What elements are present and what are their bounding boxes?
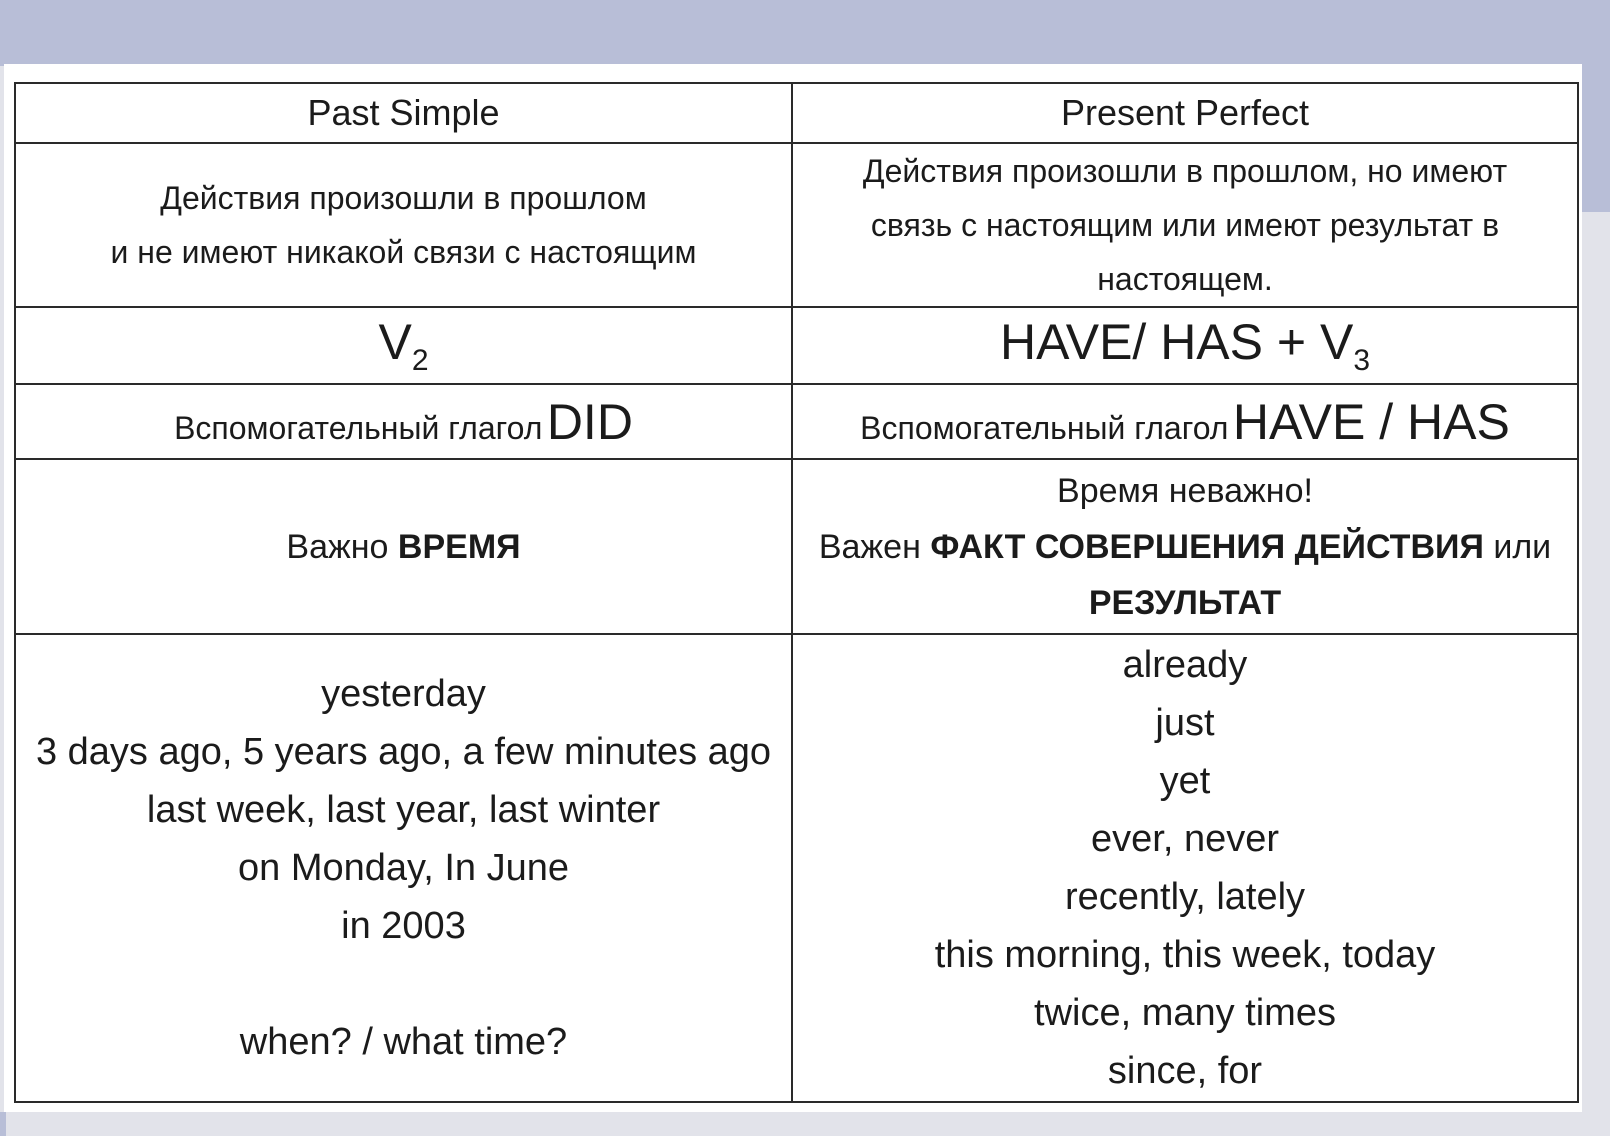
present-focus-cell: [792, 459, 1578, 634]
present-marker: twice, many times: [1034, 992, 1336, 1034]
slide-right-band: [1582, 66, 1610, 212]
auxiliary-row: [15, 384, 1578, 459]
past-marker: last week, last year, last winter: [146, 789, 661, 831]
present-definition-cell: [792, 143, 1578, 307]
focus-row: [15, 459, 1578, 634]
marker-spacer: [26, 955, 781, 1013]
tense-comparison-table: [14, 82, 1579, 1103]
present-focus-line: [803, 519, 1567, 575]
present-definition-line: Действия произошли в прошлом, но имеют: [862, 153, 1508, 189]
present-marker: this morning, this week, today: [934, 934, 1436, 976]
past-definition-line: Действия произошли в прошлом: [160, 180, 647, 216]
present-focus-prefix: Важен: [818, 527, 921, 566]
past-definition-cell: [15, 143, 792, 307]
header-row: [15, 83, 1578, 143]
past-definition-line: и не имеют никакой связи с настоящим: [110, 234, 697, 270]
present-perfect-header: Present Perfect: [792, 83, 1578, 143]
auxiliary-label: Вспомогательный глагол: [174, 409, 543, 446]
present-markers-cell: [792, 634, 1578, 1102]
present-marker: yet: [1159, 760, 1211, 802]
present-focus-keyword: ФАКТ СОВЕРШЕНИЯ ДЕЙСТВИЯ: [930, 527, 1484, 566]
past-focus-cell: [15, 459, 792, 634]
present-definition-line: настоящем.: [1097, 261, 1273, 297]
present-definition-line: связь с настоящим или имеют результат в: [870, 207, 1500, 243]
auxiliary-label: Вспомогательный глагол: [860, 409, 1229, 446]
past-marker: on Monday, In June: [238, 847, 569, 889]
present-marker: since, for: [1107, 1050, 1263, 1092]
present-auxiliary-verb: HAVE / HAS: [1232, 393, 1510, 450]
past-marker: in 2003: [341, 905, 466, 947]
present-auxiliary-cell: [792, 384, 1578, 459]
past-auxiliary-cell: [15, 384, 792, 459]
past-question-marker: when? / what time?: [239, 1021, 568, 1063]
present-formula-cell: [792, 307, 1578, 384]
present-formula-base: HAVE/ HAS + V: [999, 314, 1354, 370]
slide-bottom-band: [0, 1112, 1610, 1136]
past-simple-header: Past Simple: [15, 83, 792, 143]
past-marker: yesterday: [321, 673, 486, 715]
present-focus-line: [803, 575, 1567, 631]
present-marker: recently, lately: [1064, 876, 1306, 918]
past-focus-keyword: ВРЕМЯ: [397, 527, 521, 566]
definition-row: [15, 143, 1578, 307]
past-formula-subscript: 2: [411, 344, 429, 377]
present-focus-keyword-result: РЕЗУЛЬТАТ: [1088, 583, 1282, 622]
past-formula-base: V: [378, 314, 412, 370]
present-focus-note: Время неважно!: [1057, 471, 1313, 510]
slide-corner-mark: [0, 1112, 6, 1136]
formula-row: [15, 307, 1578, 384]
present-focus-or: или: [1493, 527, 1552, 566]
comparison-sheet: [4, 64, 1582, 1112]
present-marker: ever, never: [1091, 818, 1279, 860]
past-auxiliary-verb: DID: [546, 393, 633, 450]
past-formula-cell: [15, 307, 792, 384]
past-marker: 3 days ago, 5 years ago, a few minutes ago: [35, 731, 772, 773]
present-marker: already: [1122, 644, 1248, 686]
past-markers-cell: [15, 634, 792, 1102]
time-markers-row: [15, 634, 1578, 1102]
past-focus-prefix: Важно: [286, 527, 389, 566]
slide-top-band: [0, 0, 1610, 66]
present-marker: just: [1155, 702, 1215, 744]
present-formula-subscript: 3: [1353, 344, 1371, 377]
